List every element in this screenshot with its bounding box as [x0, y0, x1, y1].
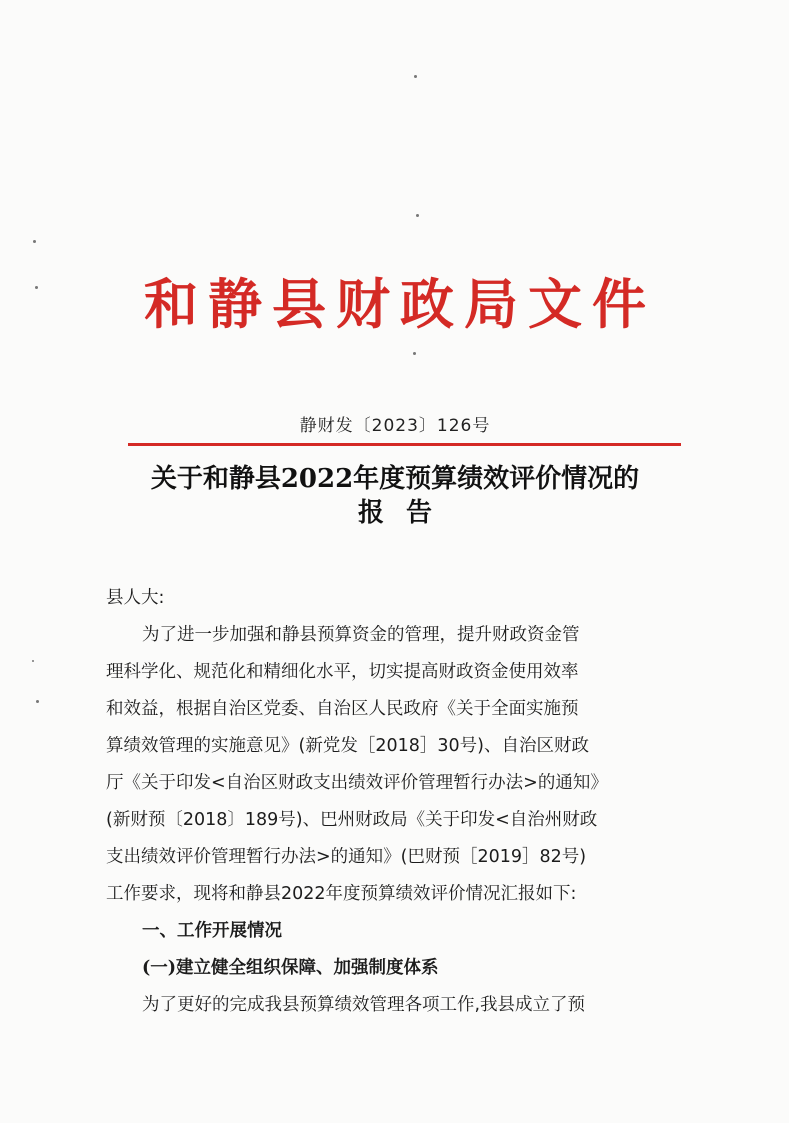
- paragraph-line: 为了更好的完成我县预算绩效管理各项工作,我县成立了预: [142, 995, 586, 1015]
- red-divider-rule: [128, 443, 681, 446]
- subsection-heading: (一)建立健全组织保障、加强制度体系: [142, 958, 439, 978]
- salutation: 县人大:: [106, 588, 165, 608]
- scan-speck: [413, 352, 416, 355]
- paragraph-line: 支出绩效评价管理暂行办法>的通知》(巴财预［2019］82号): [106, 847, 587, 867]
- paragraph-line: 和效益，根据自治区党委、自治区人民政府《关于全面实施预: [106, 699, 579, 719]
- document-number: 静财发〔2023〕126号: [299, 416, 491, 436]
- paragraph-line: 理科学化、规范化和精细化水平，切实提高财政资金使用效率: [106, 662, 579, 682]
- scan-speck: [414, 75, 417, 78]
- scan-speck: [33, 240, 36, 243]
- paragraph-line: 算绩效管理的实施意见》(新党发［2018］30号)、自治区财政: [106, 736, 589, 756]
- document-body: [106, 580, 691, 1024]
- paragraph-line: (新财预〔2018〕189号)、巴州财政局《关于印发<自治州财政: [106, 810, 598, 830]
- document-title-line2: 报告: [357, 498, 454, 528]
- section-heading: 一、工作开展情况: [142, 921, 282, 941]
- paragraph-line: 为了进一步加强和静县预算资金的管理，提升财政资金管: [142, 625, 580, 645]
- paragraph-line: 工作要求，现将和静县2022年度预算绩效评价情况汇报如下:: [106, 884, 577, 904]
- document-title-line1: 关于和静县2022年度预算绩效评价情况的: [150, 464, 640, 494]
- scan-speck: [32, 660, 34, 662]
- scan-speck: [35, 286, 38, 289]
- scan-speck: [36, 700, 39, 703]
- issuer-title: 和静县财政局文件: [144, 272, 656, 336]
- paragraph-line: 厅《关于印发<自治区财政支出绩效评价管理暂行办法>的通知》: [106, 773, 608, 793]
- scan-speck: [416, 214, 419, 217]
- document-title: [100, 462, 690, 530]
